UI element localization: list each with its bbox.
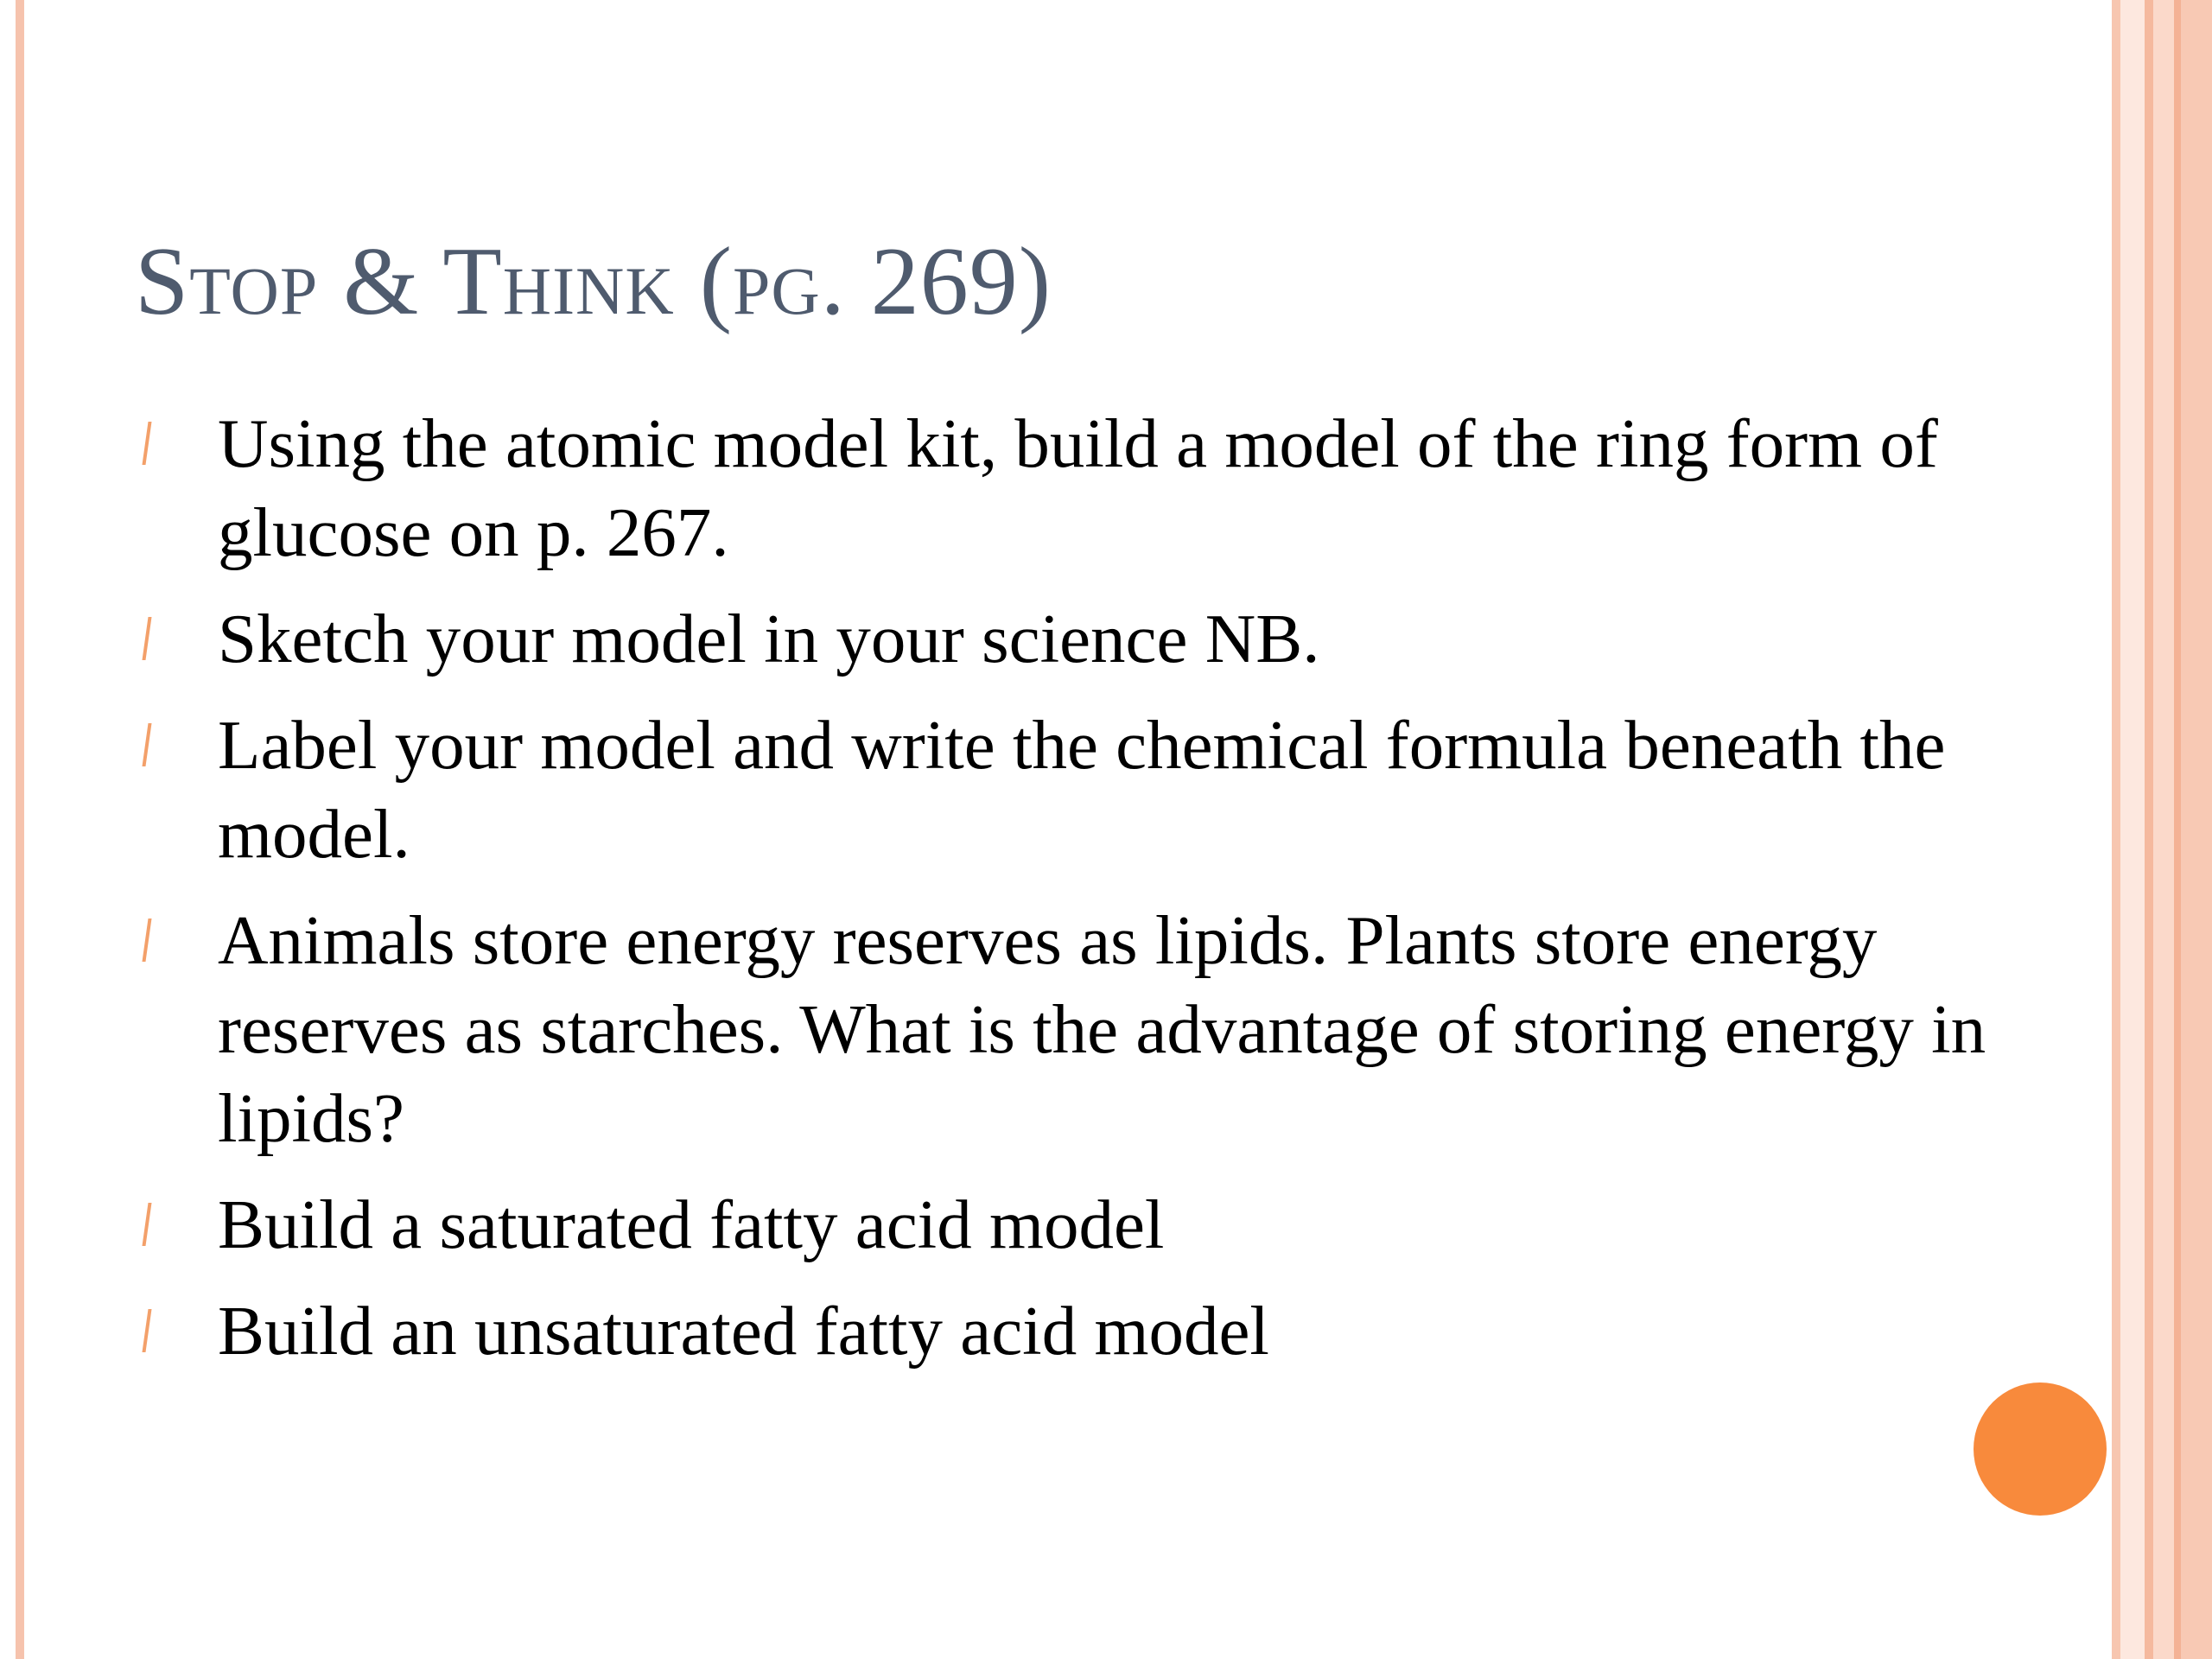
bullet-item: [138, 1287, 1996, 1376]
frame-stripe: [2153, 0, 2174, 1659]
bullet-item: [138, 594, 1996, 683]
frame-stripe: [2112, 0, 2120, 1659]
slide-title: Stop & Think (pg. 269): [135, 228, 1052, 335]
bullet-marker-icon: [138, 399, 164, 488]
bullet-text: Sketch your model in your science NB.: [218, 600, 1320, 677]
bullet-text: Build a saturated fatty acid model: [218, 1185, 1165, 1263]
bullet-text: Label your model and write the chemical formula beneath the model.: [218, 706, 1946, 873]
left-border-line: [16, 0, 24, 1659]
bullet-text: Build an unsaturated fatty acid model: [218, 1292, 1269, 1370]
bullet-item: [138, 399, 1996, 577]
frame-stripe: [2181, 0, 2212, 1659]
frame-stripe: [2145, 0, 2153, 1659]
right-decorative-frame: [2112, 0, 2212, 1659]
bullet-text: Using the atomic model kit, build a model of the ring form of glucose on p. 267.: [218, 404, 1938, 571]
bullet-text: Animals store energy reserves as lipids. Plants store energy reserves as starches. What is the advantage of storing energy in lipids?: [218, 901, 1986, 1157]
bullet-list: [138, 399, 1996, 1393]
bullet-marker-icon: [138, 701, 164, 790]
bullet-item: [138, 896, 1996, 1163]
bullet-marker-icon: [138, 1287, 164, 1376]
bullet-marker-icon: [138, 896, 164, 985]
bullet-marker-icon: [138, 1180, 164, 1269]
orange-dot-icon: [1974, 1382, 2107, 1516]
frame-stripe: [2120, 0, 2145, 1659]
bullet-item: [138, 1180, 1996, 1269]
frame-stripe: [2174, 0, 2181, 1659]
bullet-item: [138, 701, 1996, 879]
bullet-marker-icon: [138, 594, 164, 683]
